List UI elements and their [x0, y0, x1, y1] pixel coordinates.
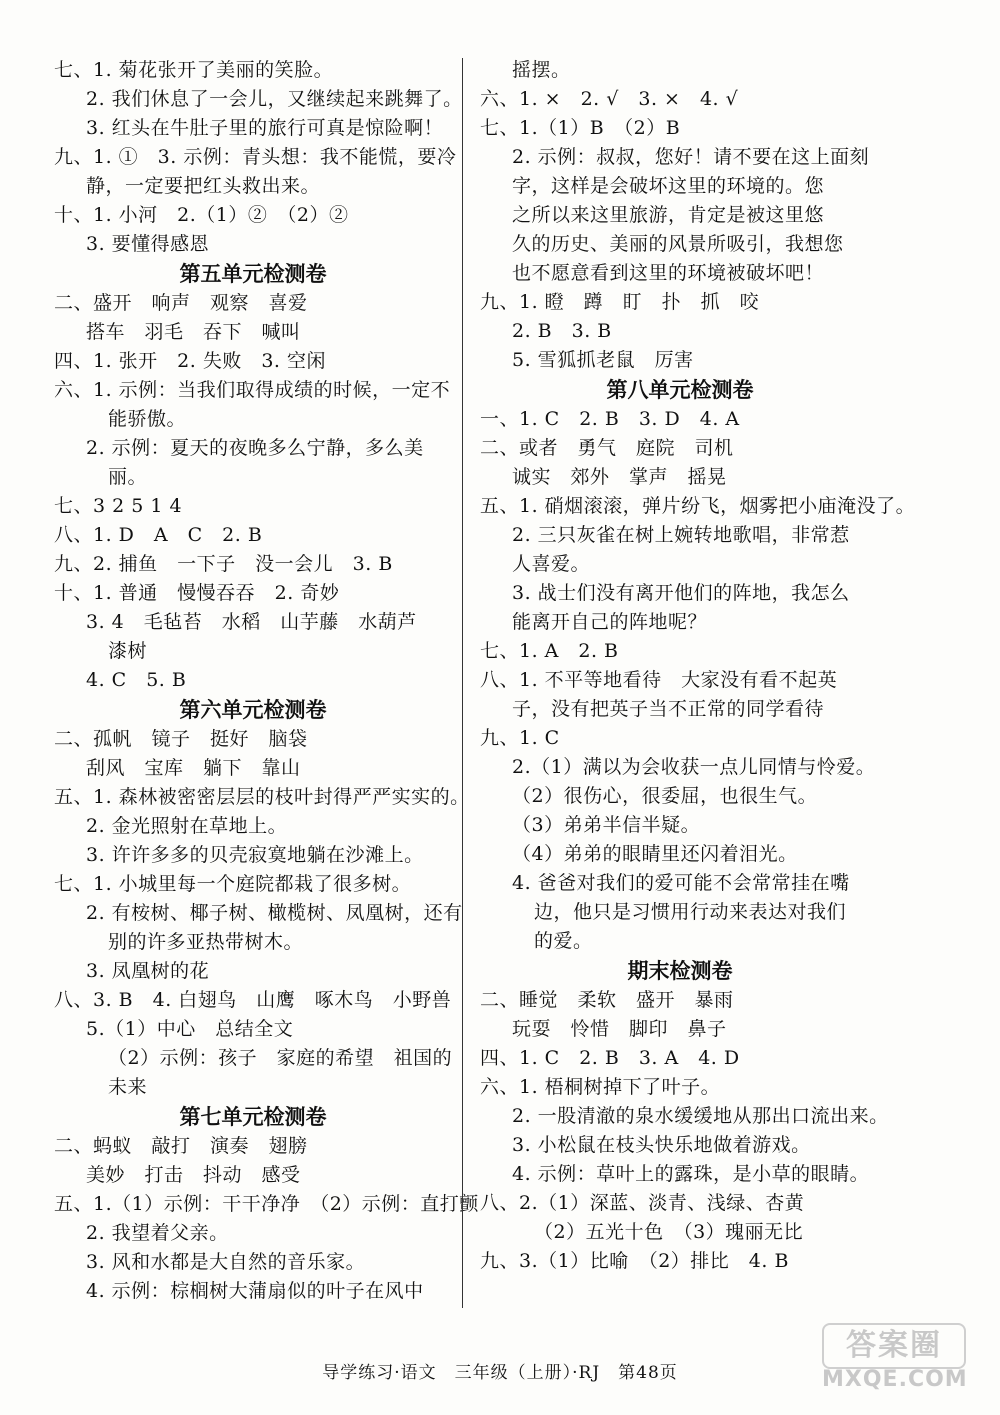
- answer-line: 九、3.（1）比喻 （2）排比 4. B: [480, 1250, 789, 1272]
- answer-line: 九、2. 捕鱼 一下子 没一会儿 3. B: [54, 553, 393, 575]
- answer-line: 八、2.（1）深蓝、淡青、浅绿、杏黄: [480, 1192, 805, 1214]
- answer-line: 能骄傲。: [108, 408, 187, 430]
- section-heading: 第七单元检测卷: [179, 1105, 327, 1129]
- answer-line: 3. 小松鼠在枝头快乐地做着游戏。: [512, 1134, 811, 1156]
- answer-line: 五、1. 森林被密密层层的枝叶封得严严实实的。: [54, 786, 470, 808]
- left-column: [54, 56, 479, 1306]
- right-column: [480, 56, 916, 1276]
- answer-line: 2. 示例：夏天的夜晚多么宁静，多么美: [86, 437, 424, 459]
- answer-line: 七、1. 小城里每一个庭院都栽了很多树。: [54, 873, 412, 895]
- answer-line: 诚实 郊外 掌声 摇晃: [512, 466, 727, 488]
- answer-line: 未来: [108, 1076, 148, 1098]
- answer-line: 3. 战士们没有离开他们的阵地，我怎么: [512, 582, 850, 604]
- answer-line: 3. 红头在牛肚子里的旅行可真是惊险啊！: [86, 117, 444, 139]
- answer-line: 六、1. × 2. √ 3. × 4. √: [480, 88, 739, 110]
- section-heading: 第六单元检测卷: [179, 698, 327, 722]
- answer-line: 二、蚂蚁 敲打 演奏 翅膀: [54, 1135, 308, 1157]
- answer-line: 二、盛开 响声 观察 喜爱: [54, 292, 308, 314]
- answer-line: 5.（1）中心 总结全文: [86, 1018, 294, 1040]
- answer-line: 2. 有桉树、椰子树、橄榄树、凤凰树，还有: [86, 902, 463, 924]
- answer-line: 九、1. ① 3. 示例：青头想：我不能慌，要冷: [54, 146, 457, 168]
- watermark-logo: [822, 1323, 968, 1393]
- answer-line: 人喜爱。: [512, 553, 591, 575]
- answer-line: 搭车 羽毛 吞下 喊叫: [86, 321, 301, 343]
- column-divider: [462, 58, 463, 1308]
- answer-line: 丽。: [108, 466, 148, 488]
- answer-line: 刮风 宝库 躺下 靠山: [86, 757, 301, 779]
- answer-line: 子，没有把英子当不正常的同学看待: [512, 698, 825, 720]
- answer-line: （2）很伤心，很委屈，也很生气。: [512, 785, 818, 807]
- section-heading: 期末检测卷: [627, 959, 733, 983]
- answer-line: （2）五光十色 （3）瑰丽无比: [534, 1221, 804, 1243]
- answer-line: 五、1. 硝烟滚滚，弹片纷飞，烟雾把小庙淹没了。: [480, 495, 916, 517]
- answer-line: 五、1.（1）示例：干干净净 （2）示例：直打颤: [54, 1193, 479, 1215]
- answer-line: 二、孤帆 镜子 挺好 脑袋: [54, 728, 308, 750]
- answer-line: 一、1. C 2. B 3. D 4. A: [480, 408, 740, 430]
- answer-line: 3. 要懂得感恩: [86, 233, 210, 255]
- answer-line: 2.（1）满以为会收获一点儿同情与怜爱。: [512, 756, 876, 778]
- answer-line: 十、1. 小河 2.（1）② （2）②: [54, 204, 349, 226]
- answer-line: 字，这样是会破坏这里的环境的。您: [512, 175, 825, 197]
- answer-line: 二、或者 勇气 庭院 司机: [480, 437, 734, 459]
- answer-line: 3. 许许多多的贝壳寂寞地躺在沙滩上。: [86, 844, 424, 866]
- answer-line: 摇摆。: [512, 59, 571, 81]
- answer-line: 的爱。: [534, 930, 593, 952]
- answer-line: 2. B 3. B: [512, 320, 612, 342]
- answer-line: 2. 示例：叔叔，您好！请不要在这上面刻: [512, 146, 870, 168]
- answer-line: 久的历史、美丽的风景所吸引，我想您: [512, 233, 844, 255]
- answer-line: 之所以来这里旅游，肯定是被这里悠: [512, 204, 825, 226]
- answer-line: 2. 三只灰雀在树上婉转地歌唱，非常惹: [512, 524, 850, 546]
- answer-line: 5. 雪狐抓老鼠 厉害: [512, 349, 694, 371]
- answer-line: 3. 风和水都是大自然的音乐家。: [86, 1251, 366, 1273]
- answer-line: 六、1. 梧桐树掉下了叶子。: [480, 1076, 721, 1098]
- answer-line: 美妙 打击 抖动 感受: [86, 1164, 301, 1186]
- answer-line: 九、1. C: [480, 727, 560, 749]
- answer-line: 2. 金光照射在草地上。: [86, 815, 288, 837]
- answer-line: 边，他只是习惯用行动来表达对我们: [534, 901, 847, 923]
- answer-line: 七、3 2 5 1 4: [54, 495, 183, 517]
- answer-line: （2）示例：孩子 家庭的希望 祖国的: [108, 1047, 453, 1069]
- watermark-url: MXQE.COM: [822, 1367, 968, 1392]
- answer-line: 漆树: [108, 640, 148, 662]
- section-heading: 第八单元检测卷: [606, 378, 754, 402]
- watermark-badge: 答案圈: [822, 1323, 966, 1369]
- answer-line: 2. 我望着父亲。: [86, 1222, 229, 1244]
- answer-line: 八、3. B 4. 白翅鸟 山鹰 啄木鸟 小野兽: [54, 989, 452, 1011]
- answer-line: 静，一定要把红头救出来。: [86, 175, 321, 197]
- answer-line: 七、1. A 2. B: [480, 640, 619, 662]
- answer-line: 四、1. 张开 2. 失败 3. 空闲: [54, 350, 327, 372]
- answer-line: 八、1. D A C 2. B: [54, 524, 263, 546]
- answer-line: 2. 一股清澈的泉水缓缓地从那出口流出来。: [512, 1105, 889, 1127]
- answer-line: 4. 示例：草叶上的露珠，是小草的眼睛。: [512, 1163, 870, 1185]
- answer-line: 六、1. 示例：当我们取得成绩的时候，一定不: [54, 379, 451, 401]
- answer-line: （3）弟弟半信半疑。: [512, 814, 701, 836]
- answer-line: 4. 爸爸对我们的爱可能不会常常挂在嘴: [512, 872, 850, 894]
- answer-line: 四、1. C 2. B 3. A 4. D: [480, 1047, 740, 1069]
- answer-line: 九、1. 瞪 蹲 盯 扑 抓 咬: [480, 291, 760, 313]
- answer-line: 3. 4 毛毡苔 水稻 山芋藤 水葫芦: [86, 611, 417, 633]
- answer-line: 七、1. 菊花张开了美丽的笑脸。: [54, 59, 334, 81]
- answer-line: 也不愿意看到这里的环境被破坏吧！: [512, 262, 825, 284]
- answer-line: 3. 凤凰树的花: [86, 960, 210, 982]
- answer-line: 二、睡觉 柔软 盛开 暴雨: [480, 989, 734, 1011]
- answer-line: 4. C 5. B: [86, 669, 187, 691]
- answer-line: 2. 我们休息了一会儿，又继续起来跳舞了。: [86, 88, 463, 110]
- answer-line: 十、1. 普通 慢慢吞吞 2. 奇妙: [54, 582, 340, 604]
- answer-line: 能离开自己的阵地呢？: [512, 611, 708, 633]
- page-footer: 导学练习·语文 三年级（上册）·RJ 第48页: [322, 1363, 678, 1383]
- answer-line: 4. 示例：棕榈树大蒲扇似的叶子在风中: [86, 1280, 424, 1302]
- answer-line: 玩耍 怜惜 脚印 鼻子: [512, 1018, 727, 1040]
- answer-line: 别的许多亚热带树木。: [108, 931, 304, 953]
- answer-line: 七、1.（1）B （2）B: [480, 117, 681, 139]
- section-heading: 第五单元检测卷: [179, 262, 327, 286]
- answer-line: 八、1. 不平等地看待 大家没有看不起英: [480, 669, 838, 691]
- answer-line: （4）弟弟的眼睛里还闪着泪光。: [512, 843, 798, 865]
